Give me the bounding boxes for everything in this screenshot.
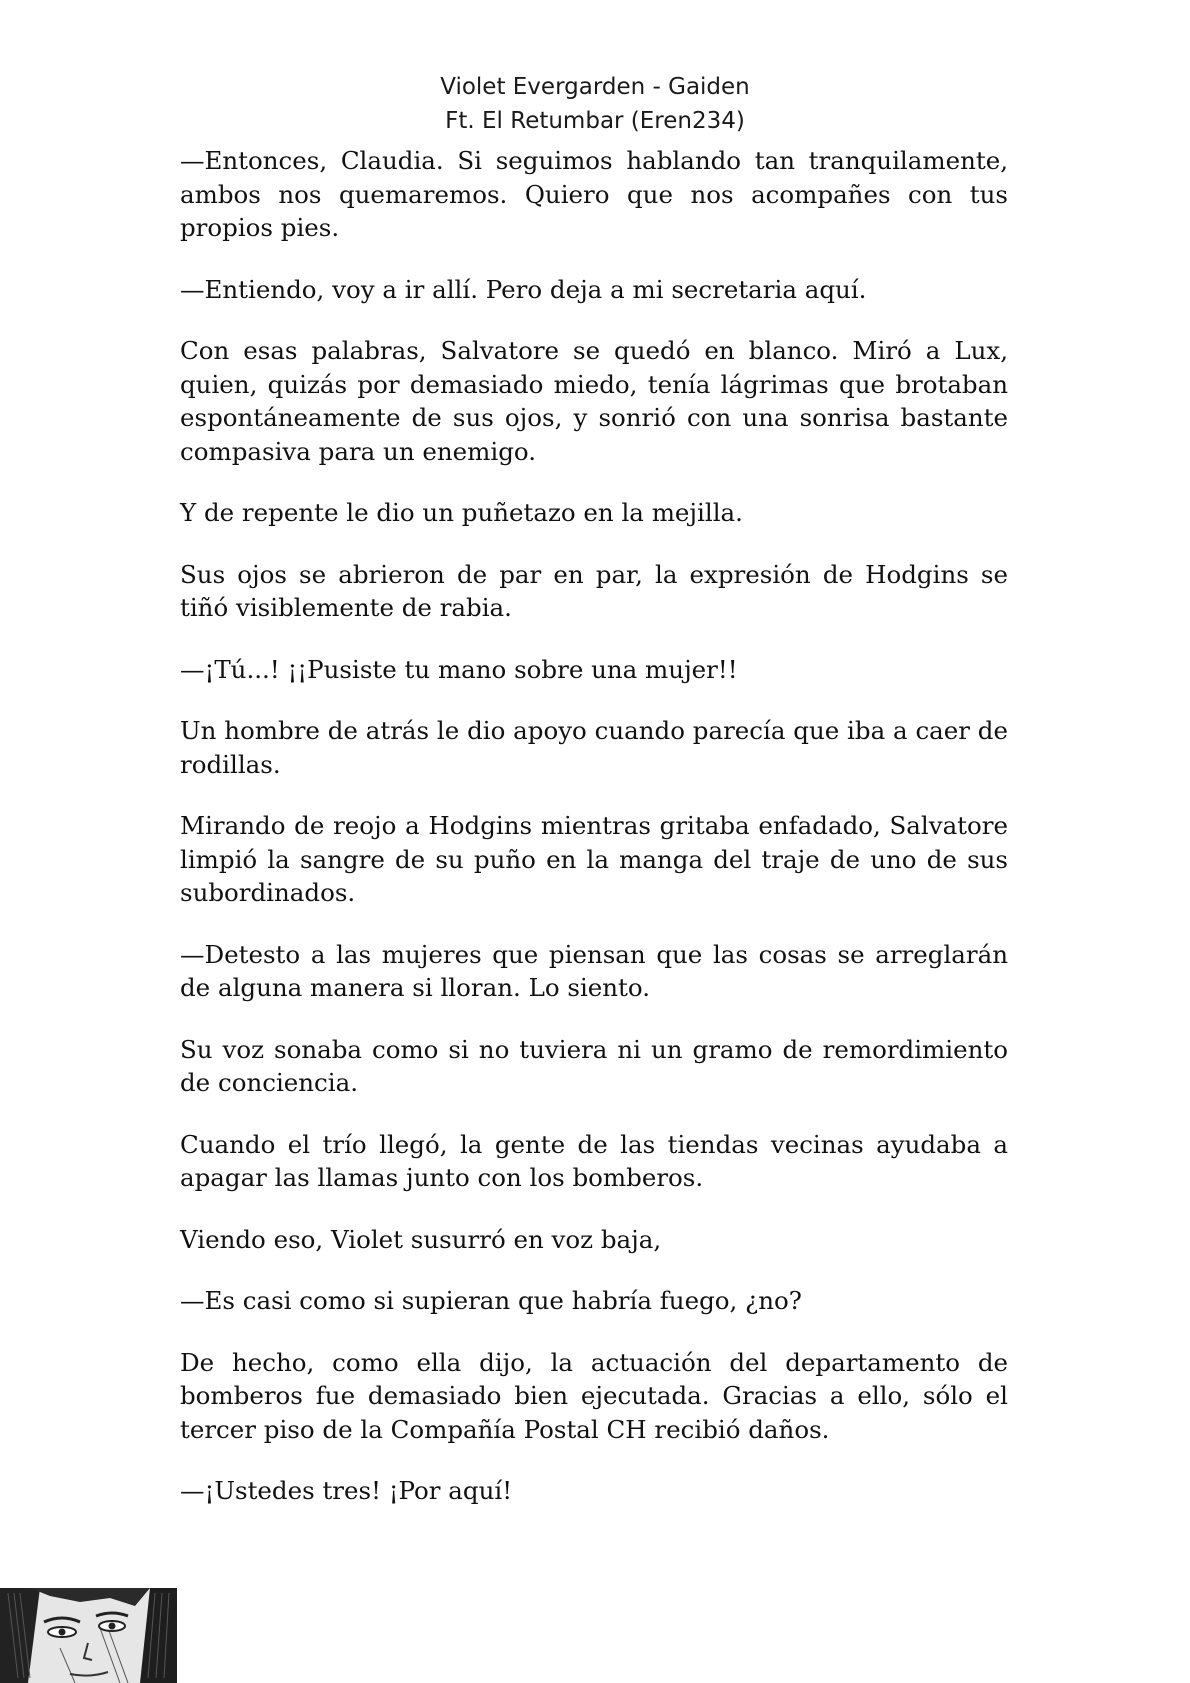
manga-character-portrait-icon [0, 1588, 177, 1683]
header-title: Violet Evergarden - Gaiden [440, 74, 750, 100]
paragraph-2: —Entiendo, voy a ir allí. Pero deja a mi secretaria aquí. [180, 274, 867, 304]
paragraph-14: De hecho, como ella dijo, la actuación del departamento de bomberos fue demasiado bien ejecutada. Gracias a ello, sólo el tercer piso de la Compañía Postal CH recibió daños. [180, 1347, 1008, 1444]
header-subtitle: Ft. El Retumbar (Eren234) [445, 108, 745, 134]
document-body [180, 144, 1008, 1536]
paragraph-4: Y de repente le dio un puñetazo en la mejilla. [180, 498, 743, 527]
paragraph-1: —Entonces, Claudia. Si seguimos hablando tan tranquilamente, ambos nos quemaremos. Quiero que nos acompañes con tus propios pies. [180, 146, 1008, 242]
paragraph-13: —Es casi como si supieran que habría fuego, ¿no? [180, 1286, 802, 1315]
paragraph-6: —¡Tú...! ¡¡Pusiste tu mano sobre una mujer!! [180, 654, 738, 684]
paragraph-15: —¡Ustedes tres! ¡Por aquí! [180, 1476, 513, 1505]
page-header [0, 70, 1190, 138]
paragraph-5: Sus ojos se abrieron de par en par, la expresión de Hodgins se tiñó visiblemente de rabia. [180, 559, 1008, 622]
paragraph-8: Mirando de reojo a Hodgins mientras gritaba enfadado, Salvatore limpió la sangre de su puño en la manga del traje de uno de sus subordinados. [180, 811, 1008, 907]
paragraph-9: —Detesto a las mujeres que piensan que las cosas se arreglarán de alguna manera si lloran. Lo siento. [180, 939, 1008, 1002]
paragraph-11: Cuando el trío llegó, la gente de las tiendas vecinas ayudaba a apagar las llamas junto con los bomberos. [180, 1129, 1008, 1192]
paragraph-3: Con esas palabras, Salvatore se quedó en blanco. Miró a Lux, quien, quizás por demasiado miedo, tenía lágrimas que brotaban espontáneamente de sus ojos, y sonrió con una sonrisa bastante compasiva para un enemigo. [180, 336, 1008, 466]
paragraph-10: Su voz sonaba como si no tuviera ni un gramo de remordimiento de conciencia. [180, 1034, 1008, 1097]
paragraph-12: Viendo eso, Violet susurró en voz baja, [180, 1224, 662, 1254]
paragraph-7: Un hombre de atrás le dio apoyo cuando parecía que iba a caer de rodillas. [180, 716, 1008, 779]
